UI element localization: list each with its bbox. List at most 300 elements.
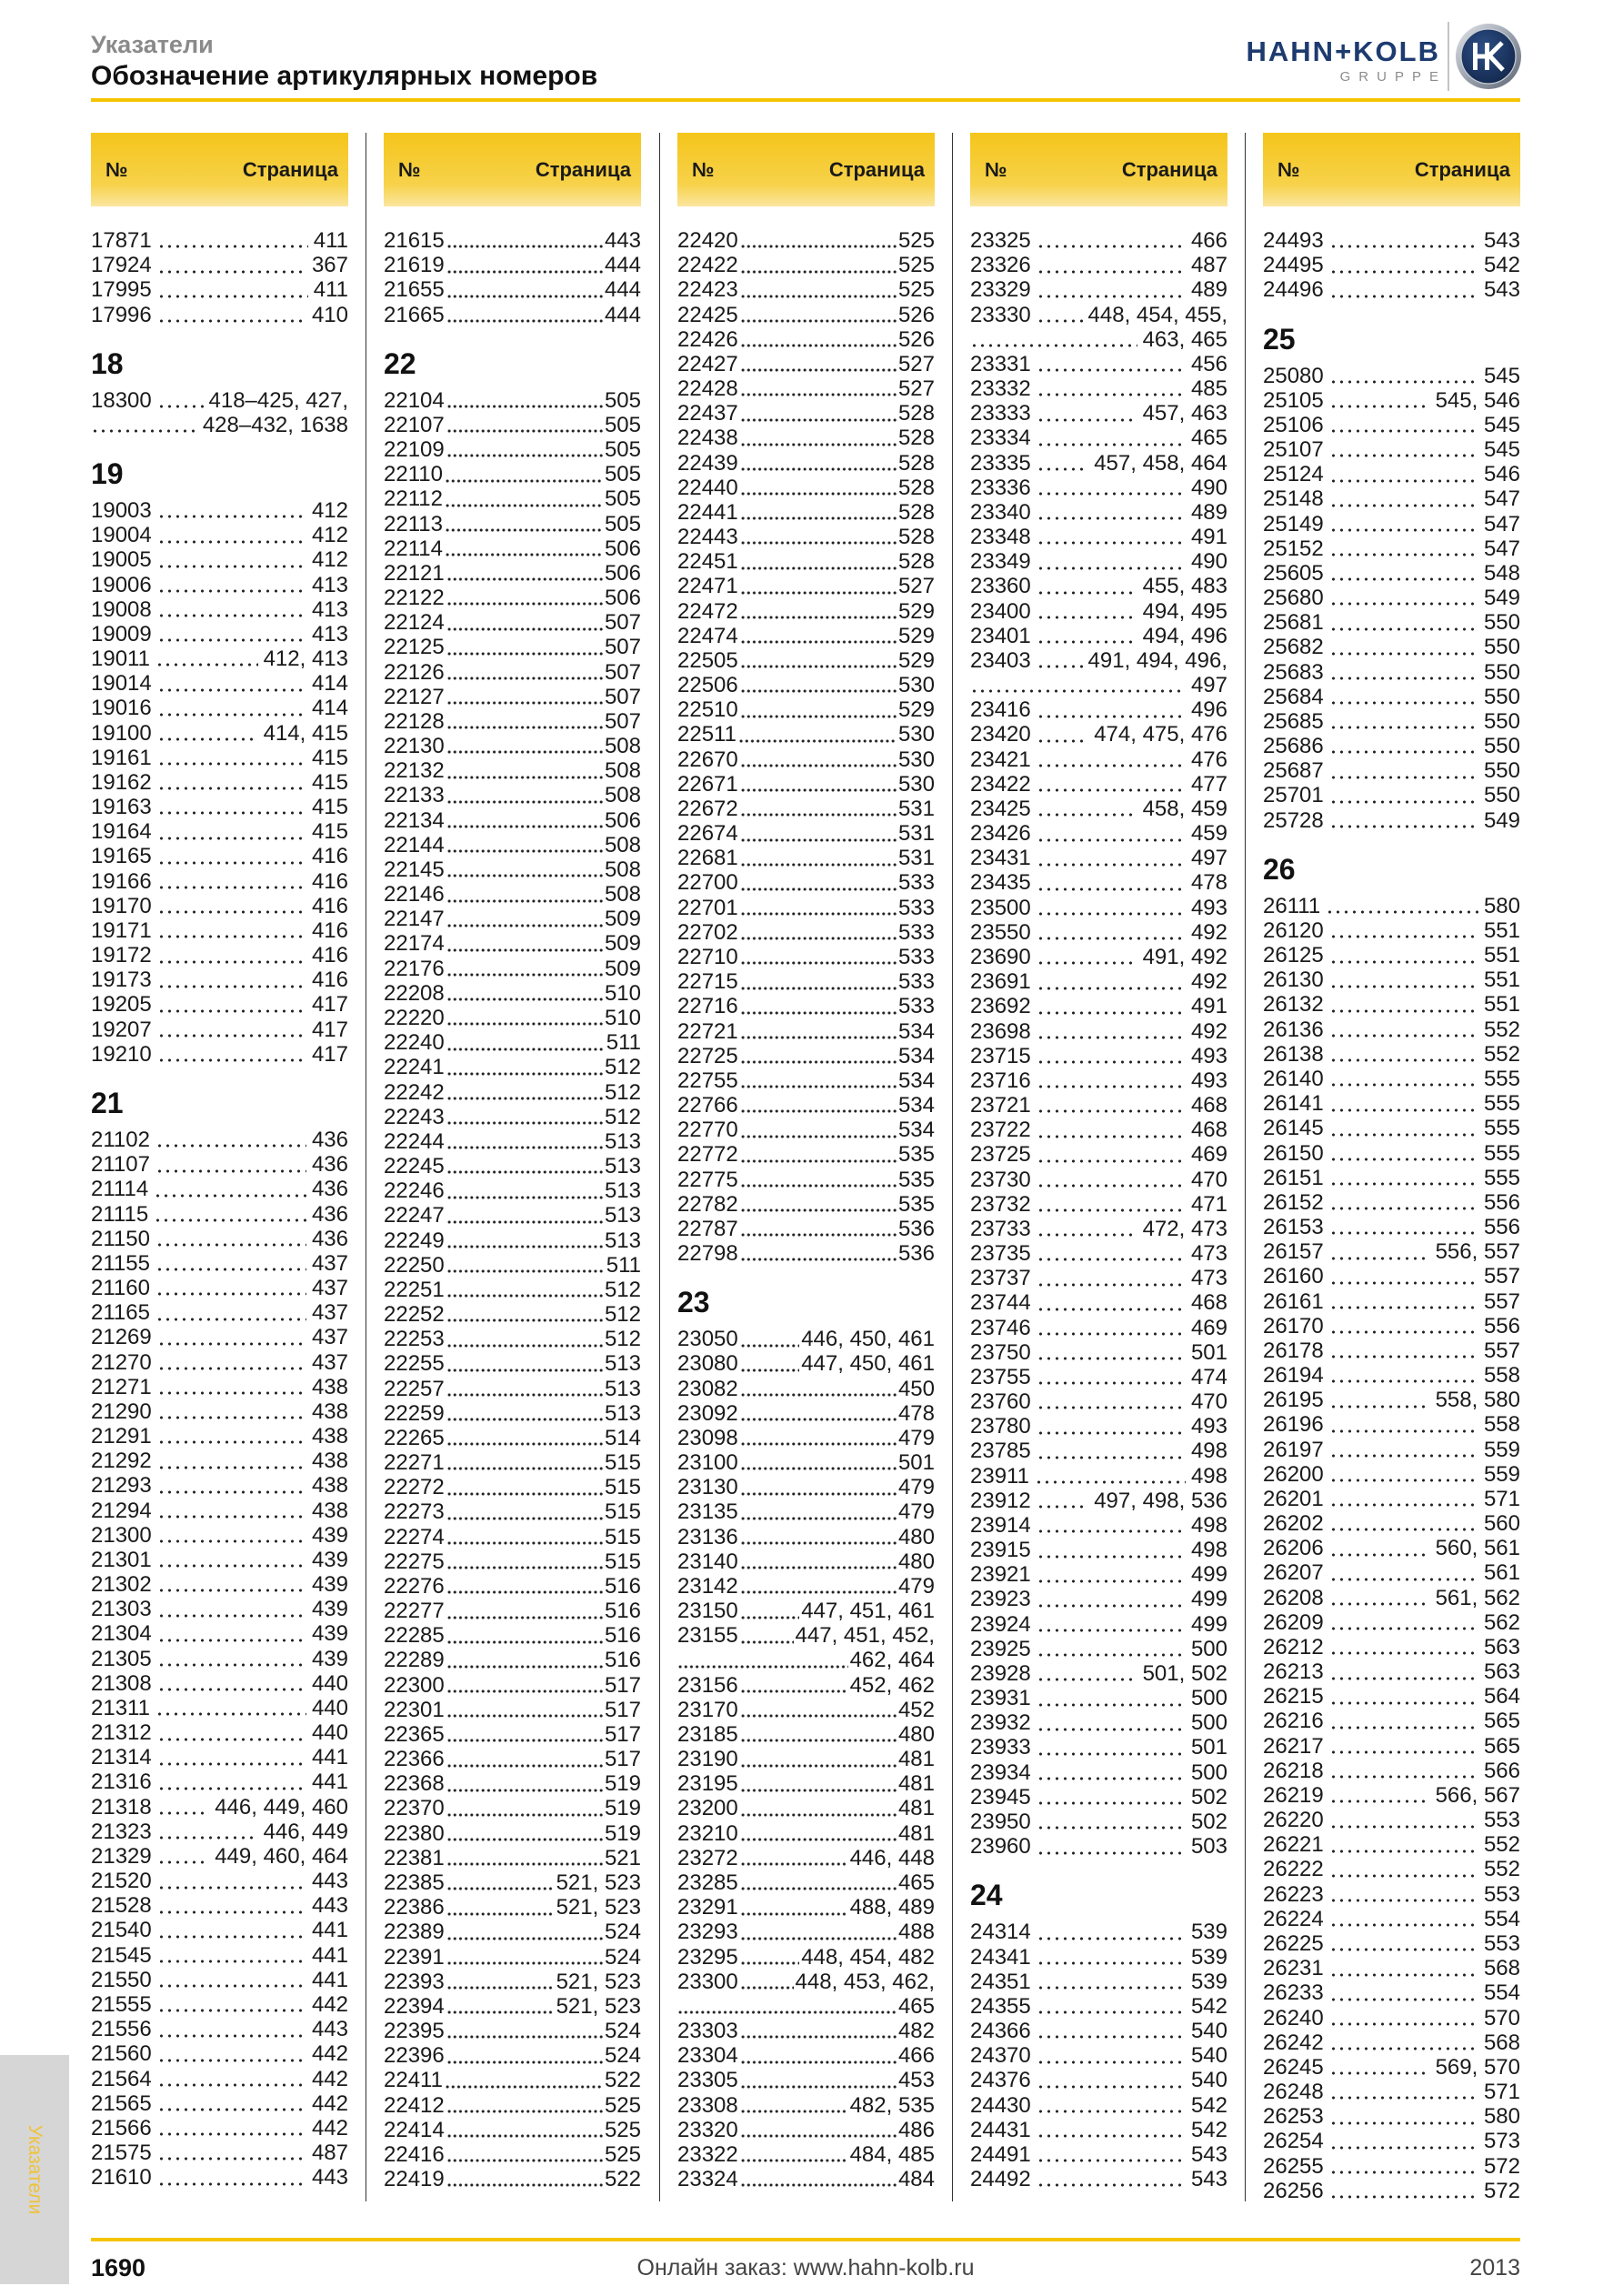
- dot-leader: [740, 969, 897, 994]
- dot-leader: [157, 1621, 306, 1646]
- page-reference: 436: [311, 1201, 348, 1227]
- article-number: 22146: [384, 882, 445, 907]
- dot-leader: [740, 1192, 897, 1217]
- dot-leader: [157, 2067, 306, 2091]
- index-row: [1263, 1536, 1520, 1560]
- index-row: [384, 1722, 641, 1747]
- dot-leader: [1329, 685, 1478, 709]
- index-row: [1263, 2055, 1520, 2080]
- article-number: 21102: [91, 1127, 150, 1152]
- page-reference: 534: [897, 1018, 935, 1044]
- page-reference: 416: [311, 943, 348, 968]
- index-row: [970, 2167, 1227, 2191]
- index-row: [384, 2093, 641, 2118]
- dot-leader: [740, 476, 897, 500]
- dot-leader: [157, 1770, 306, 1794]
- page-reference: 466: [897, 2043, 935, 2069]
- dot-leader: [1329, 968, 1478, 992]
- dot-leader: [1037, 2142, 1186, 2167]
- page-reference: 533: [897, 994, 935, 1019]
- dot-leader: [157, 1572, 306, 1597]
- page-reference: 561: [1483, 1560, 1520, 1586]
- dot-leader: [157, 1499, 306, 1523]
- page-reference: 498: [1190, 1538, 1227, 1563]
- page-reference: 509: [604, 907, 641, 932]
- page-reference: 528: [897, 450, 935, 476]
- page-reference: 492: [1190, 919, 1227, 945]
- page-reference: 559: [1483, 1437, 1520, 1462]
- dot-leader: [1037, 697, 1186, 722]
- index-row: [1263, 709, 1520, 734]
- page-reference: 488, 489: [849, 1895, 935, 1920]
- index-row: [384, 833, 641, 857]
- article-number: 21545: [91, 1942, 152, 1968]
- article-number: 26242: [1263, 2030, 1324, 2055]
- dot-leader: [446, 1377, 603, 1401]
- index-row: [677, 2043, 935, 2068]
- page-reference: 534: [897, 1093, 935, 1118]
- article-number: 22122: [384, 586, 445, 611]
- page-reference: 492: [1190, 1018, 1227, 1044]
- index-row: [970, 797, 1227, 821]
- index-row: [677, 1623, 935, 1648]
- dot-leader: [445, 512, 603, 536]
- article-number: 22300: [384, 1672, 445, 1698]
- dot-leader: [446, 758, 603, 783]
- page-reference: 517: [604, 1747, 641, 1772]
- dot-leader: [1329, 1042, 1478, 1067]
- index-row: [384, 610, 641, 635]
- page-reference: 437: [311, 1349, 348, 1375]
- dot-leader: [1037, 599, 1137, 624]
- dot-leader: [157, 1473, 306, 1498]
- dot-leader: [157, 253, 306, 277]
- dot-leader: [1329, 1709, 1478, 1733]
- dot-leader: [740, 2043, 897, 2068]
- dot-leader: [446, 1228, 603, 1253]
- page-reference: 525: [897, 253, 935, 278]
- dot-leader: [446, 783, 603, 807]
- article-number: 22380: [384, 1820, 445, 1846]
- index-row: [970, 303, 1227, 327]
- page-reference: 508: [604, 783, 641, 808]
- dot-leader: [157, 1018, 306, 1042]
- index-row: [91, 2116, 348, 2141]
- article-number: 22176: [384, 956, 445, 981]
- dot-leader: [1037, 1217, 1137, 1241]
- page-reference: 459: [1190, 821, 1227, 847]
- article-number: 25149: [1263, 511, 1324, 536]
- dot-leader: [1329, 783, 1478, 807]
- page-reference: 572: [1483, 2178, 1520, 2203]
- article-number: 19003: [91, 498, 152, 524]
- article-number: 22259: [384, 1400, 445, 1426]
- page-reference: 447, 450, 461: [801, 1351, 935, 1377]
- index-row: [1263, 1635, 1520, 1659]
- dot-leader: [740, 574, 897, 598]
- page-reference: 554: [1483, 1906, 1520, 1931]
- article-number: 21301: [91, 1547, 152, 1572]
- article-number: 23500: [970, 895, 1031, 920]
- index-row: [677, 401, 935, 426]
- page-reference: 452: [897, 1697, 935, 1722]
- index-row: [970, 1834, 1227, 1859]
- article-number: 19170: [91, 893, 152, 918]
- dot-leader: [740, 1870, 897, 1895]
- article-number: 22472: [677, 598, 738, 624]
- page-reference: 514: [604, 1425, 641, 1450]
- article-number: 26222: [1263, 1857, 1324, 1882]
- dot-leader: [157, 1795, 209, 1820]
- page-reference: 564: [1483, 1684, 1520, 1709]
- index-row: [384, 2167, 641, 2191]
- dot-leader: [446, 1327, 603, 1351]
- index-row: [970, 525, 1227, 549]
- dot-leader: [157, 1820, 258, 1844]
- article-number: 19163: [91, 795, 152, 820]
- article-number: 23914: [970, 1512, 1031, 1538]
- column-header-page: Страница: [242, 158, 338, 181]
- article-number: 26254: [1263, 2129, 1324, 2154]
- page-reference: 489: [1190, 277, 1227, 303]
- article-number: 22250: [384, 1252, 445, 1278]
- dot-leader: [1037, 1168, 1186, 1192]
- dot-leader: [157, 1968, 306, 1992]
- page-reference: 505: [604, 412, 641, 437]
- index-row: [970, 2043, 1227, 2068]
- dot-leader: [1037, 846, 1186, 870]
- page-reference: 533: [897, 919, 935, 945]
- dot-leader: [155, 1128, 306, 1152]
- page-reference: 533: [897, 969, 935, 995]
- article-number: 26161: [1263, 1288, 1324, 1314]
- article-number: 22245: [384, 1154, 445, 1179]
- page-reference: 555: [1483, 1091, 1520, 1117]
- dot-leader: [740, 1217, 897, 1241]
- article-number: 25148: [1263, 486, 1324, 512]
- index-column: [677, 133, 935, 2191]
- article-number: 22110: [384, 462, 443, 487]
- index-row: [677, 624, 935, 648]
- index-row: [1263, 1907, 1520, 1931]
- page-reference: 513: [604, 1351, 641, 1377]
- index-row: [91, 1473, 348, 1498]
- page-reference: 556: [1483, 1215, 1520, 1240]
- page-reference: 413: [311, 572, 348, 597]
- page-reference: 527: [897, 574, 935, 599]
- index-row: [1263, 1289, 1520, 1314]
- index-row: [970, 1290, 1227, 1315]
- page-reference: 415: [311, 795, 348, 820]
- article-number: 23945: [970, 1784, 1031, 1810]
- index-row: [384, 1030, 641, 1055]
- dot-leader: [740, 376, 897, 401]
- article-number: 21107: [91, 1152, 150, 1178]
- article-number: 26231: [1263, 1956, 1324, 1981]
- page-reference: 498: [1190, 1463, 1227, 1489]
- index-row: [1263, 413, 1520, 437]
- page-reference: 446, 450, 461: [801, 1327, 935, 1352]
- page-reference: 508: [604, 758, 641, 784]
- dot-leader: [1329, 2030, 1478, 2055]
- dot-leader: [740, 896, 897, 920]
- article-number: 23156: [677, 1672, 738, 1698]
- dot-leader: [740, 920, 897, 945]
- dot-leader: [157, 1399, 306, 1424]
- dot-leader: [1329, 1438, 1478, 1462]
- page-reference: 442: [311, 2090, 348, 2116]
- dot-leader: [1329, 808, 1478, 833]
- article-number: 22755: [677, 1068, 738, 1093]
- page-reference: 515: [604, 1450, 641, 1476]
- index-row: [384, 1549, 641, 1574]
- page-reference: 437: [311, 1325, 348, 1350]
- article-number: 23300: [677, 1969, 738, 1994]
- index-row: [1263, 1338, 1520, 1363]
- page-reference: 416: [311, 917, 348, 943]
- page-reference: 569, 570: [1435, 2054, 1520, 2080]
- article-number: 22126: [384, 659, 445, 685]
- article-number: 24366: [970, 2019, 1031, 2044]
- page-reference: 568: [1483, 1956, 1520, 1981]
- dot-leader: [740, 1525, 897, 1549]
- page-reference: 545, 546: [1435, 387, 1520, 413]
- index-row: [1263, 253, 1520, 277]
- index-row: [970, 846, 1227, 870]
- index-row: [970, 2093, 1227, 2118]
- article-number: 22251: [384, 1277, 445, 1302]
- dot-leader: [157, 1671, 306, 1696]
- page-reference: 572: [1483, 2153, 1520, 2179]
- page-reference: 501: [1190, 1339, 1227, 1365]
- article-number: 26245: [1263, 2054, 1324, 2080]
- index-row: [677, 500, 935, 525]
- dot-leader: [1037, 1019, 1186, 1044]
- page-reference: 488: [897, 1920, 935, 1945]
- article-number: 23331: [970, 351, 1031, 376]
- footer-divider: [91, 2238, 1520, 2241]
- dot-leader: [157, 303, 306, 327]
- page-reference: 498: [1190, 1439, 1227, 1464]
- page-reference: 466: [1190, 228, 1227, 253]
- page-reference: 558, 580: [1435, 1388, 1520, 1413]
- dot-leader: [1037, 574, 1137, 598]
- article-number: 22247: [384, 1203, 445, 1228]
- article-number: 23142: [677, 1573, 738, 1599]
- article-number: 22385: [384, 1870, 445, 1895]
- dot-leader: [1329, 388, 1430, 413]
- page-reference: 517: [604, 1697, 641, 1722]
- page-reference: 505: [604, 486, 641, 512]
- dot-leader: [1329, 536, 1478, 561]
- dot-leader: [1037, 870, 1186, 895]
- dot-leader: [740, 1673, 848, 1698]
- dot-leader: [677, 1994, 897, 2019]
- article-number: 24355: [970, 1993, 1031, 2019]
- index-row: [970, 401, 1227, 426]
- article-number: 25685: [1263, 708, 1324, 734]
- index-row: [91, 1943, 348, 1968]
- article-number: 23923: [970, 1587, 1031, 1612]
- dot-leader: [740, 797, 897, 821]
- dot-leader: [740, 1327, 799, 1351]
- index-row: [384, 758, 641, 783]
- article-number: 23933: [970, 1735, 1031, 1760]
- article-number: 23325: [970, 228, 1031, 253]
- dot-leader: [157, 622, 306, 647]
- page-number: 1690: [91, 2254, 146, 2281]
- index-row: [1263, 1931, 1520, 1956]
- article-number: 26200: [1263, 1461, 1324, 1487]
- index-row: [677, 1118, 935, 1142]
- article-number: 26136: [1263, 1017, 1324, 1042]
- page-reference: 555: [1483, 1140, 1520, 1166]
- dot-leader: [1037, 1290, 1186, 1315]
- article-number: 26248: [1263, 2080, 1324, 2105]
- index-row: [384, 1080, 641, 1105]
- dot-leader: [1329, 709, 1478, 734]
- index-row: [677, 1475, 935, 1499]
- dot-leader: [446, 1475, 603, 1499]
- article-number: 22132: [384, 758, 445, 784]
- page-reference: 447, 451, 452,: [795, 1623, 935, 1649]
- article-number: 22439: [677, 450, 738, 476]
- article-number: 21312: [91, 1720, 152, 1746]
- index-row: [384, 1253, 641, 1278]
- index-row: [677, 1920, 935, 1944]
- article-number: 24351: [970, 1969, 1031, 1994]
- page-reference: 416: [311, 968, 348, 993]
- article-number: 26256: [1263, 2178, 1324, 2203]
- index-row: [1263, 388, 1520, 413]
- index-row: [91, 1227, 348, 1251]
- dot-leader: [1329, 2006, 1478, 2030]
- article-number: 21114: [91, 1177, 149, 1202]
- index-row: [1263, 1783, 1520, 1808]
- dot-leader: [1329, 1783, 1430, 1808]
- catalog-year: 2013: [1469, 2255, 1520, 2281]
- dot-leader: [1037, 896, 1186, 920]
- index-row: [384, 808, 641, 833]
- index-row: [677, 1599, 935, 1623]
- dot-leader: [445, 486, 603, 511]
- article-number: 22272: [384, 1475, 445, 1500]
- column-header: [677, 133, 935, 206]
- index-row: [91, 622, 348, 647]
- index-row: [1263, 808, 1520, 833]
- article-number: 22252: [384, 1302, 445, 1328]
- dot-leader: [157, 943, 306, 968]
- dot-leader: [446, 1525, 603, 1549]
- index-row: [91, 2017, 348, 2041]
- dot-leader: [157, 1042, 306, 1067]
- page-reference: 550: [1483, 734, 1520, 759]
- dot-leader: [740, 352, 897, 376]
- index-row: [677, 1821, 935, 1846]
- dot-leader: [1037, 1389, 1186, 1414]
- article-number: 22285: [384, 1623, 445, 1649]
- article-number: 22301: [384, 1697, 445, 1722]
- index-row: [970, 1920, 1227, 1944]
- page-reference: 550: [1483, 708, 1520, 734]
- index-row: [970, 1562, 1227, 1587]
- page-reference: 551: [1483, 917, 1520, 943]
- page-reference: 417: [311, 1017, 348, 1042]
- index-row: [1263, 1239, 1520, 1264]
- index-row: [1263, 1659, 1520, 1684]
- page-reference: 512: [604, 1327, 641, 1352]
- index-row: [970, 1810, 1227, 1834]
- index-row: [384, 660, 641, 685]
- dot-leader: [446, 1722, 603, 1747]
- index-row: [91, 1018, 348, 1042]
- column-header-number: №: [398, 158, 421, 181]
- article-number: 22274: [384, 1524, 445, 1549]
- article-number: 23349: [970, 549, 1031, 575]
- dot-leader: [1329, 1759, 1478, 1783]
- index-row: [384, 2068, 641, 2092]
- article-number: 22671: [677, 771, 738, 797]
- page-reference: 524: [604, 1944, 641, 1970]
- page-reference: 526: [897, 326, 935, 352]
- dot-leader: [1037, 969, 1186, 994]
- dot-leader: [445, 536, 603, 561]
- index-row: [677, 1377, 935, 1401]
- dot-leader: [157, 696, 306, 720]
- index-row: [1263, 536, 1520, 561]
- page-reference: 550: [1483, 684, 1520, 709]
- article-number: 26140: [1263, 1066, 1324, 1091]
- dot-leader: [1329, 1462, 1478, 1487]
- page-reference: 516: [604, 1599, 641, 1624]
- dot-leader: [740, 1377, 897, 1401]
- article-number: 23426: [970, 821, 1031, 847]
- page-reference: 528: [897, 499, 935, 525]
- article-number: 26240: [1263, 2005, 1324, 2030]
- page-reference: 506: [604, 536, 641, 561]
- logo-divider: [1448, 22, 1449, 91]
- index-row: [1263, 586, 1520, 610]
- dot-leader: [1329, 610, 1478, 635]
- dot-leader: [1329, 918, 1478, 943]
- index-row: [970, 376, 1227, 401]
- index-row: [970, 1612, 1227, 1637]
- page-reference: 440: [311, 1695, 348, 1720]
- article-number: 26194: [1263, 1363, 1324, 1389]
- index-row: [970, 1365, 1227, 1389]
- index-row: [1263, 486, 1520, 511]
- dot-leader: [446, 1278, 603, 1302]
- column-separator: [659, 133, 660, 2201]
- article-number: 25107: [1263, 437, 1324, 463]
- page-reference: 566: [1483, 1758, 1520, 1783]
- index-row: [91, 1399, 348, 1424]
- dot-leader: [1329, 1560, 1478, 1585]
- index-row: [677, 2019, 935, 2043]
- page-reference: 441: [311, 1770, 348, 1795]
- page-reference: 442: [311, 1992, 348, 2017]
- dot-leader: [1329, 1166, 1478, 1190]
- index-row: [1263, 561, 1520, 586]
- index-row: [1263, 1264, 1520, 1288]
- index-row: [384, 1450, 641, 1475]
- index-row: [1263, 1018, 1520, 1042]
- article-number: 24431: [970, 2117, 1031, 2142]
- page-reference: 516: [604, 1623, 641, 1649]
- page-reference: 551: [1483, 943, 1520, 968]
- article-number: 21565: [91, 2090, 152, 2116]
- dot-leader: [157, 671, 306, 696]
